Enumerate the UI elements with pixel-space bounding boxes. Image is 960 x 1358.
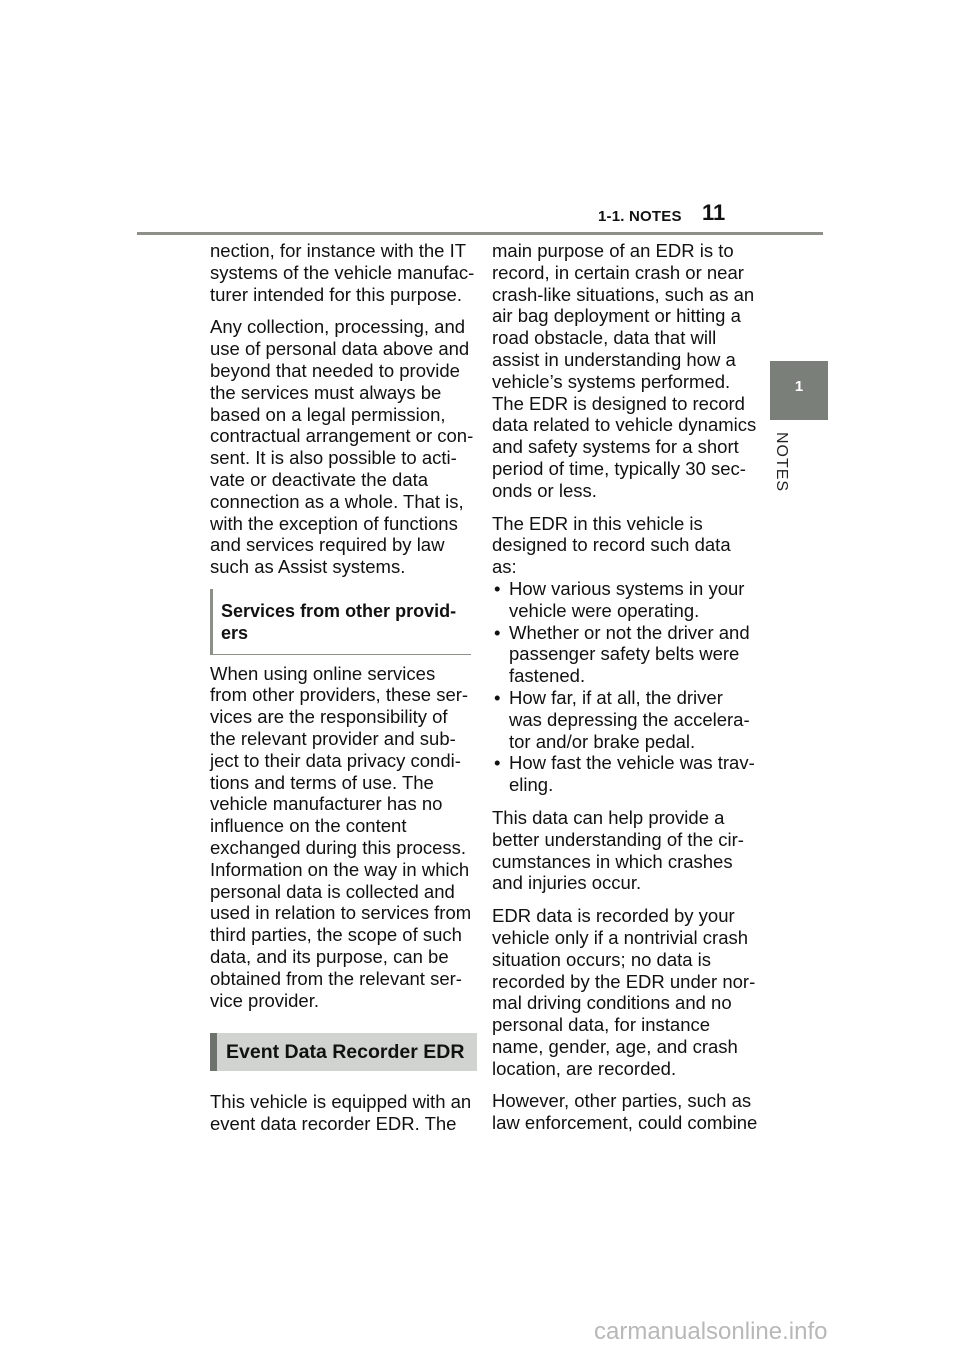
text-line: systems of the vehicle manufac- [210, 261, 475, 283]
text-line: vate or deactivate the data [210, 468, 429, 490]
text-line: from other providers, these ser- [210, 684, 469, 706]
text-line: the services must always be [210, 381, 442, 403]
text-line: onds or less. [492, 479, 597, 501]
header-divider [137, 232, 823, 235]
text-line: period of time, typically 30 sec- [492, 457, 746, 479]
text-line: exchanged during this process. [210, 836, 467, 858]
paragraph [210, 663, 472, 1012]
right-column [492, 240, 758, 1145]
text-line: mal driving conditions and no [492, 992, 732, 1014]
paragraph [492, 807, 754, 894]
text-line: was depressing the accelera- [509, 708, 750, 730]
text-line: designed to record such data [492, 534, 731, 556]
bullet-list [492, 578, 754, 796]
text-line: vices are the responsibility of [210, 706, 448, 728]
text-line: Any collection, processing, and [210, 316, 466, 338]
text-line: such as Assist systems. [210, 556, 406, 578]
text-line: eling. [509, 774, 554, 796]
text-line: This data can help provide a [492, 806, 725, 828]
text-line: personal data, for instance [492, 1014, 711, 1036]
text-line: personal data is collected and [210, 880, 455, 902]
text-line: third parties, the scope of such [210, 924, 462, 946]
left-column [210, 240, 475, 1146]
text-line: fastened. [509, 665, 586, 687]
text-line: data, and its purpose, can be [210, 945, 449, 967]
text-line: The EDR in this vehicle is [492, 512, 703, 534]
text-line: event data recorder EDR. The [210, 1113, 457, 1135]
text-line: tor and/or brake pedal. [509, 730, 696, 752]
text-line: and services required by law [210, 534, 445, 556]
text-line: vehicle manufacturer has no [210, 793, 443, 815]
text-line: This vehicle is equipped with an [210, 1091, 472, 1113]
text-line: However, other parties, such as [492, 1090, 752, 1112]
text-line: road obstacle, data that will [492, 327, 717, 349]
text-line: EDR data is recorded by your [492, 905, 735, 927]
chapter-tab[interactable] [770, 361, 828, 420]
text-line: main purpose of an EDR is to [492, 240, 734, 261]
text-line: How various systems in your [509, 577, 745, 599]
page-number: 11 [702, 200, 726, 225]
paragraph [492, 905, 754, 1079]
bullet-marker: • [494, 621, 501, 643]
text-line: and injuries occur. [492, 872, 642, 894]
text-line: influence on the content [210, 815, 407, 837]
text-line: used in relation to services from [210, 902, 472, 924]
text-line: cumstances in which crashes [492, 850, 733, 872]
chapter-tab-number: 1 [794, 378, 804, 395]
paragraph [492, 1090, 758, 1134]
text-line: and safety systems for a short [492, 436, 739, 458]
section-title: 1-1. NOTES [598, 208, 682, 225]
list-item [492, 687, 754, 752]
text-line: data related to vehicle dynamics [492, 414, 757, 436]
text-line: name, gender, age, and crash [492, 1035, 738, 1057]
text-line: based on a legal permission, [210, 403, 446, 425]
paragraph [210, 316, 472, 578]
text-line: turer intended for this purpose. [210, 283, 462, 305]
text-line: better understanding of the cir- [492, 828, 744, 850]
bullet-marker: • [494, 577, 501, 599]
text-line: tions and terms of use. The [210, 771, 434, 793]
text-line: obtained from the relevant ser- [210, 967, 462, 989]
text-line: connection as a whole. That is, [210, 490, 464, 512]
text-line: The EDR is designed to record [492, 392, 745, 414]
text-line: contractual arrangement or con- [210, 425, 474, 447]
text-line: as: [492, 556, 517, 578]
text-line: situation occurs; no data is [492, 948, 712, 970]
text-line: location, are recorded. [492, 1057, 677, 1079]
text-line: law enforcement, could combine [492, 1112, 758, 1134]
bullet-marker: • [494, 752, 501, 774]
paragraph [492, 513, 754, 578]
text-line: nection, for instance with the IT [210, 240, 467, 261]
text-line: record, in certain crash or near [492, 261, 744, 283]
text-line: When using online services [210, 662, 436, 684]
text-line: crash-like situations, such as an [492, 283, 755, 305]
list-item [492, 578, 754, 622]
chapter-side-label-text: NOTES [773, 431, 790, 493]
section-heading-edr: Event Data Recorder EDR [210, 1033, 477, 1071]
text-line: How fast the vehicle was trav- [509, 752, 755, 774]
text-line: vehicle only if a nontrivial crash [492, 926, 749, 948]
text-line: recorded by the EDR under nor- [492, 970, 756, 992]
paragraph [210, 240, 475, 305]
text-line: vehicle’s systems performed. [492, 370, 731, 392]
text-line: passenger safety belts were [509, 643, 740, 665]
subheading-line: ers [221, 622, 249, 643]
watermark: carmanualsonline.info [594, 1318, 828, 1345]
text-line: use of personal data above and [210, 338, 470, 360]
subheading-line: Services from other provid- [221, 600, 457, 621]
list-item [492, 752, 754, 796]
paragraph [492, 240, 757, 502]
text-line: Information on the way in which [210, 858, 470, 880]
text-line: How far, if at all, the driver [509, 686, 723, 708]
text-line: Whether or not the driver and [509, 621, 750, 643]
bullet-marker: • [494, 686, 501, 708]
paragraph [210, 1091, 472, 1135]
text-line: air bag deployment or hitting a [492, 305, 741, 327]
text-line: vice provider. [210, 989, 319, 1011]
text-line: ject to their data privacy condi- [210, 749, 461, 771]
list-item [492, 622, 754, 687]
text-line: sent. It is also possible to acti- [210, 447, 457, 469]
text-line: beyond that needed to provide [210, 359, 460, 381]
text-line: vehicle were operating. [509, 599, 700, 621]
text-line: with the exception of functions [210, 512, 458, 534]
text-line: assist in understanding how a [492, 348, 736, 370]
text-line: the relevant provider and sub- [210, 727, 456, 749]
subheading-other-providers [210, 589, 471, 655]
chapter-side-label [771, 427, 791, 497]
